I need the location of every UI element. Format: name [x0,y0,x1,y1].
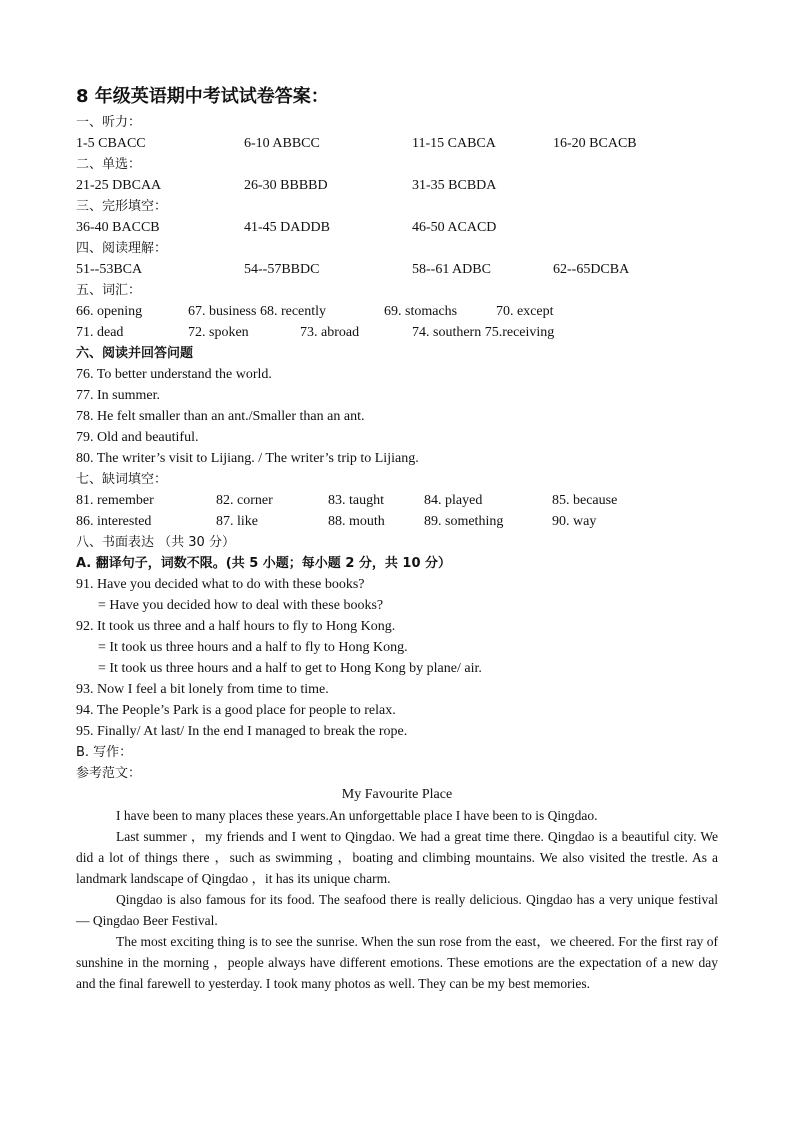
essay-paragraph: The most exciting thing is to see the sunrise. When the sun rose from the east，we cheered. For the first ray of sunshine in the morning ，people always have different emotions. These emotions are the expectation of a new day and the final farewell to yesterday. I took many photos as well. They can be my best memories. [76,934,718,991]
answer-row-blank-2 [76,511,718,532]
translation-line: 93. Now I feel a bit lonely from time to time. [76,682,329,697]
answer-sheet [76,84,718,994]
blank-answer: 89. something [424,514,504,529]
vocab-answer: 73. abroad [300,325,360,340]
blank-answer: 87. like [216,514,258,529]
vocab-answer: 67. business 68. recently [188,304,327,319]
answer-group: 21-25 DBCAA [76,178,162,193]
answer-line: 78. He felt smaller than an ant./Smaller than an ant. [76,409,365,424]
translation-line: = It took us three hours and a half to get to Hong Kong by plane/ air. [98,661,482,676]
answer-row-vocab-2 [76,322,718,343]
vocab-answer: 70. except [496,304,554,319]
blank-answer: 82. corner [216,493,273,508]
answer-group: 16-20 BCACB [553,136,637,151]
part-a-heading: A. 翻译句子，词数不限。(共 5 小题；每小题 2 分，共 10 分） [76,556,452,571]
translation-line: 91. Have you decided what to do with these books? [76,577,365,592]
blank-answer: 86. interested [76,514,152,529]
translation-line: 92. It took us three and a half hours to fly to Hong Kong. [76,619,396,634]
answer-row-listening [76,133,718,154]
section-heading-single-choice: 二、单选： [76,157,142,172]
vocab-answer: 71. dead [76,325,124,340]
translation-line: = It took us three hours and a half to fly to Hong Kong. [98,640,408,655]
essay-paragraph: Last summer ，my friends and I went to Qingdao. We had a great time there. Qingdao is a beautiful city. We did a lot of things there ，such as swimming ，boating and climbing mountains. We also visited the trestle. As a landmark landscape of Qingdao ，it has its unique charm. [76,829,718,886]
page-title: 8 年级英语期中考试试卷答案： [76,86,329,107]
blank-answer: 81. remember [76,493,154,508]
answer-group: 26-30 BBBBD [244,178,328,193]
section-heading-listening: 一、听力： [76,115,142,130]
answer-line: 76. To better understand the world. [76,367,272,382]
essay-title: My Favourite Place [341,787,453,802]
blank-answer: 83. taught [328,493,384,508]
vocab-answer: 66. opening [76,304,143,319]
answer-group: 31-35 BCBDA [412,178,497,193]
blank-answer: 84. played [424,493,483,508]
answer-group: 51--53BCA [76,262,143,277]
answer-group: 1-5 CBACC [76,136,146,151]
answer-row-vocab-1 [76,301,718,322]
answer-group: 46-50 ACACD [412,220,497,235]
answer-row-cloze [76,217,718,238]
blank-answer: 90. way [552,514,597,529]
vocab-answer: 72. spoken [188,325,249,340]
vocab-answer: 74. southern 75.receiving [412,325,555,340]
answer-group: 36-40 BACCB [76,220,160,235]
vocab-answer: 69. stomachs [384,304,458,319]
section-heading-read-answer: 六、阅读并回答问题 [76,346,194,361]
section-heading-reading: 四、阅读理解： [76,241,168,256]
section-heading-blank-fill: 七、缺词填空： [76,472,168,487]
answer-line: 79. Old and beautiful. [76,430,199,445]
answer-row-blank-1 [76,490,718,511]
blank-answer: 85. because [552,493,618,508]
part-b-heading: B. 写作： [76,745,133,760]
section-heading-vocab: 五、词汇： [76,283,142,298]
sample-essay-label: 参考范文： [76,766,142,781]
translation-line: = Have you decided how to deal with these books? [98,598,384,613]
answer-line: 77. In summer. [76,388,160,403]
answer-group: 41-45 DADDB [244,220,330,235]
blank-answer: 88. mouth [328,514,385,529]
essay-paragraph: I have been to many places these years.An unforgettable place I have been to is Qingdao. [116,808,598,823]
answer-group: 62--65DCBA [553,262,630,277]
translation-line: 95. Finally/ At last/ In the end I managed to break the rope. [76,724,408,739]
answer-line: 80. The writer’s visit to Lijiang. / The writer’s trip to Lijiang. [76,451,419,466]
answer-group: 54--57BBDC [244,262,320,277]
section-heading-writing: 八、书面表达 （共 30 分） [76,535,235,550]
answer-group: 6-10 ABBCC [244,136,320,151]
answer-group: 58--61 ADBC [412,262,491,277]
section-heading-cloze: 三、完形填空： [76,199,168,214]
essay-paragraph: Qingdao is also famous for its food. The seafood there is really delicious. Qingdao has a very unique festival — Qingdao Beer Festival. [76,892,718,928]
translation-line: 94. The People’s Park is a good place for people to relax. [76,703,396,718]
answer-group: 11-15 CABCA [412,136,496,151]
answer-row-reading [76,259,718,280]
answer-row-single-choice [76,175,718,196]
